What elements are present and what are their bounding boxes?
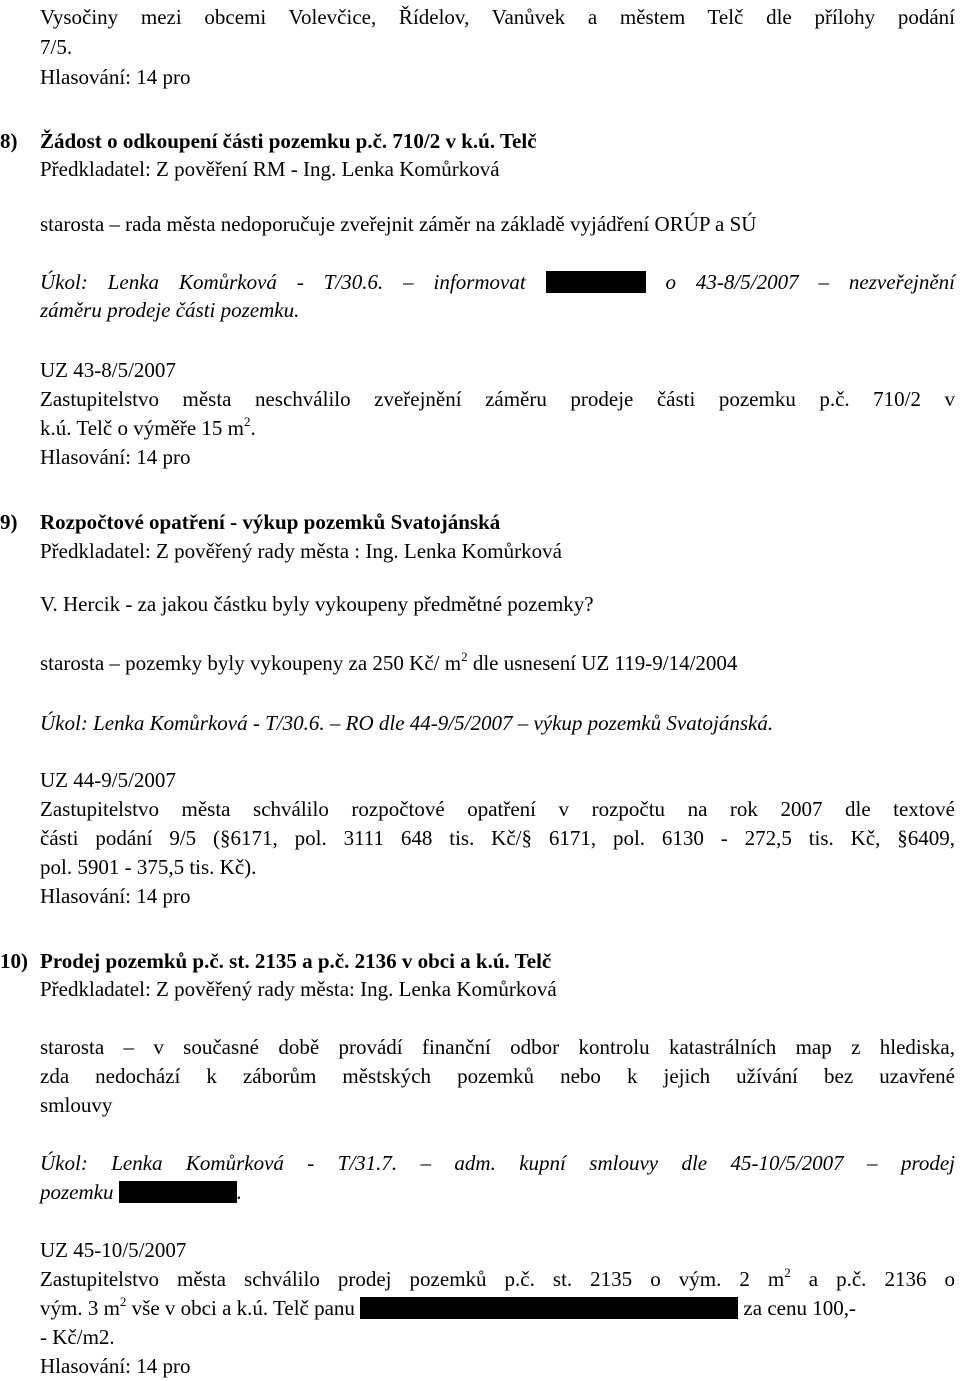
redaction-block — [360, 1297, 738, 1319]
task-line — [40, 1179, 242, 1205]
resolution-text — [40, 1266, 955, 1292]
resolution-text: pol. 5901 - 375,5 tis. Kč). — [40, 855, 257, 879]
resolution-text-part: vým. 3 m — [40, 1296, 120, 1320]
vote-result: Hlasování: 14 pro — [40, 884, 191, 908]
item-heading — [0, 948, 551, 974]
resolution-text-part: . — [250, 416, 256, 440]
item-number: 10) — [0, 949, 28, 973]
presenter: Předkladatel: Z pověření RM - Ing. Lenka Komůrková — [40, 157, 500, 181]
task-text: pozemku — [40, 1180, 114, 1204]
item-number: 8) — [0, 129, 18, 153]
superscript: 2 — [119, 1294, 127, 1309]
resolution-text: - Kč/m2. — [40, 1325, 115, 1349]
redaction-block — [546, 271, 646, 293]
presenter: Předkladatel: Z pověřený rady města : Ing. Lenka Komůrková — [40, 539, 562, 563]
item-number: 9) — [0, 510, 18, 534]
resolution-text — [40, 415, 256, 441]
superscript: 2 — [244, 414, 251, 429]
resolution-text: části podání 9/5 (§6171, pol. 3111 648 tis. Kč/§ 6171, pol. 6130 - 272,5 tis. Kč, §6409, — [40, 826, 955, 850]
resolution-text-part: za cenu 100,- — [743, 1296, 856, 1320]
continuation-text-line: 7/5. — [40, 35, 73, 59]
mayor-text: dle usnesení UZ 119-9/14/2004 — [467, 651, 738, 675]
resolution-code: UZ 45-10/5/2007 — [40, 1238, 187, 1262]
task-line: Úkol: Lenka Komůrková - T/30.6. – RO dle 44-9/5/2007 – výkup pozemků Svatojánská. — [40, 711, 774, 735]
task-text: . — [236, 1180, 242, 1204]
resolution-text-part: k.ú. Telč o výměře 15 m — [40, 416, 245, 440]
task-text: Úkol: Lenka Komůrková - T/30.6. – informovat — [40, 270, 526, 294]
resolution-code: UZ 43-8/5/2007 — [40, 358, 176, 382]
mayor-statement: smlouvy — [40, 1093, 113, 1117]
continuation-text-line: Vysočiny mezi obcemi Volevčice, Řídelov, Vanůvek a městem Telč dle přílohy podání — [40, 5, 955, 29]
superscript: 2 — [784, 1265, 791, 1280]
redaction-block — [119, 1181, 237, 1203]
mayor-statement: zda nedochází k záborům městských pozemků nebo k jejich užívání bez uzavřené — [40, 1064, 955, 1088]
resolution-text-part: vše v obci a k.ú. Telč panu — [126, 1296, 355, 1320]
resolution-text-part: a p.č. 2136 o — [790, 1267, 955, 1291]
resolution-code: UZ 44-9/5/2007 — [40, 768, 176, 792]
question: V. Hercik - za jakou částku byly vykoupeny předmětné pozemky? — [40, 592, 594, 616]
task-line — [40, 269, 955, 295]
item-heading — [0, 128, 537, 154]
item-title: Rozpočtové opatření - výkup pozemků Svatojánská — [40, 510, 501, 534]
item-heading — [0, 509, 500, 535]
resolution-text: Zastupitelstvo města schválilo rozpočtové opatření v rozpočtu na rok 2007 dle textové — [40, 797, 955, 821]
resolution-text-part: Zastupitelstvo města schválilo prodej pozemků p.č. st. 2135 o vým. 2 m — [40, 1267, 785, 1291]
item-title: Prodej pozemků p.č. st. 2135 a p.č. 2136 v obci a k.ú. Telč — [40, 949, 552, 973]
vote-result: Hlasování: 14 pro — [40, 1354, 191, 1378]
mayor-statement: starosta – rada města nedoporučuje zveřejnit záměr na základě vyjádření ORÚP a SÚ — [40, 212, 757, 236]
vote-result: Hlasování: 14 pro — [40, 445, 191, 469]
item-title: Žádost o odkoupení části pozemku p.č. 710/2 v k.ú. Telč — [40, 129, 537, 153]
mayor-text: starosta – pozemky byly vykoupeny za 250 Kč/ m — [40, 651, 462, 675]
task-line: záměru prodeje části pozemku. — [40, 298, 300, 322]
resolution-text — [40, 1295, 955, 1321]
task-text: o 43-8/5/2007 – nezveřejnění — [665, 270, 956, 294]
superscript: 2 — [461, 649, 468, 664]
mayor-statement: starosta – v současné době provádí finanční odbor kontrolu katastrálních map z hlediska, — [40, 1035, 955, 1059]
mayor-statement — [40, 650, 737, 676]
presenter: Předkladatel: Z pověřený rady města: Ing. Lenka Komůrková — [40, 977, 557, 1001]
vote-result: Hlasování: 14 pro — [40, 65, 191, 89]
task-line: Úkol: Lenka Komůrková - T/31.7. – adm. kupní smlouvy dle 45-10/5/2007 – prodej — [40, 1151, 955, 1175]
resolution-text: Zastupitelstvo města neschválilo zveřejnění záměru prodeje části pozemku p.č. 710/2 v — [40, 387, 955, 411]
